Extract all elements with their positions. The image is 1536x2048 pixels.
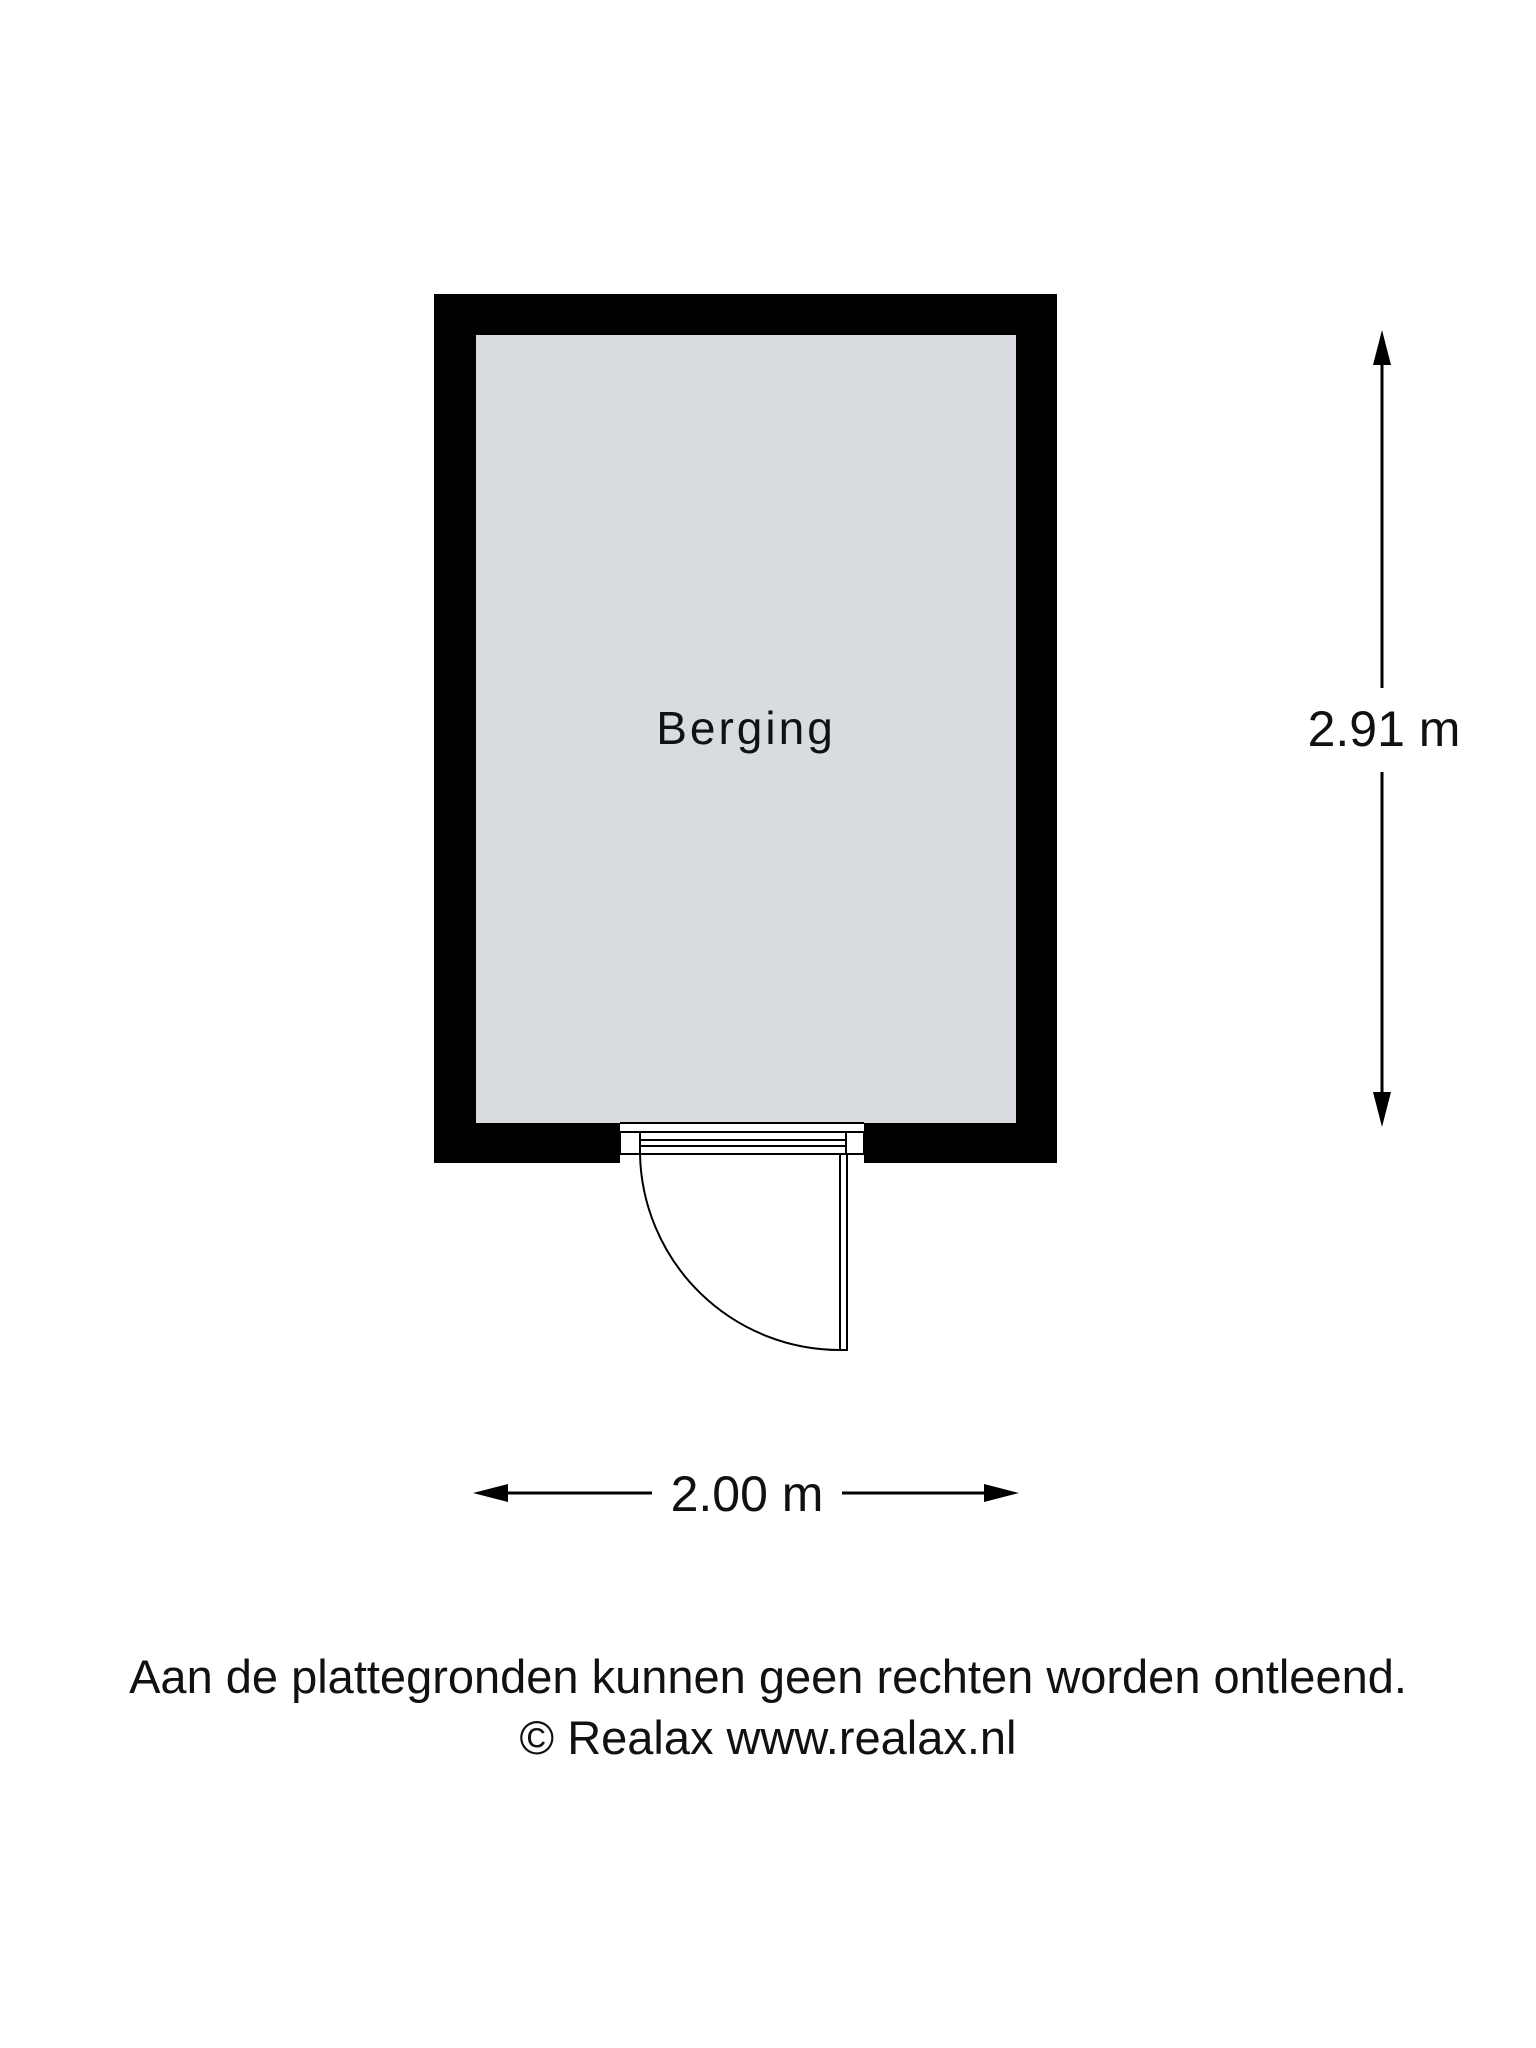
arrow-left-icon [473, 1484, 508, 1502]
wall-right [1016, 294, 1057, 1163]
door [640, 1154, 847, 1350]
wall-bottom-left [434, 1123, 620, 1163]
arrow-right-icon [984, 1484, 1019, 1502]
disclaimer-text: Aan de plattegronden kunnen geen rechten worden ontleend. [129, 1650, 1407, 1703]
door-leaf [840, 1154, 847, 1350]
door-frame [620, 1123, 864, 1154]
width-dimension [473, 1466, 1019, 1522]
wall-left [434, 294, 476, 1163]
room-label: Berging [656, 702, 836, 754]
copyright-text: © Realax www.realax.nl [519, 1711, 1017, 1764]
width-label: 2.00 m [670, 1466, 824, 1522]
depth-label: 2.91 m [1307, 701, 1461, 757]
depth-dimension [1308, 330, 1461, 1127]
door-swing-arc [640, 1154, 840, 1350]
arrow-up-icon [1373, 330, 1391, 365]
wall-top [434, 294, 1057, 335]
arrow-down-icon [1373, 1092, 1391, 1127]
wall-bottom-right [864, 1123, 1057, 1163]
